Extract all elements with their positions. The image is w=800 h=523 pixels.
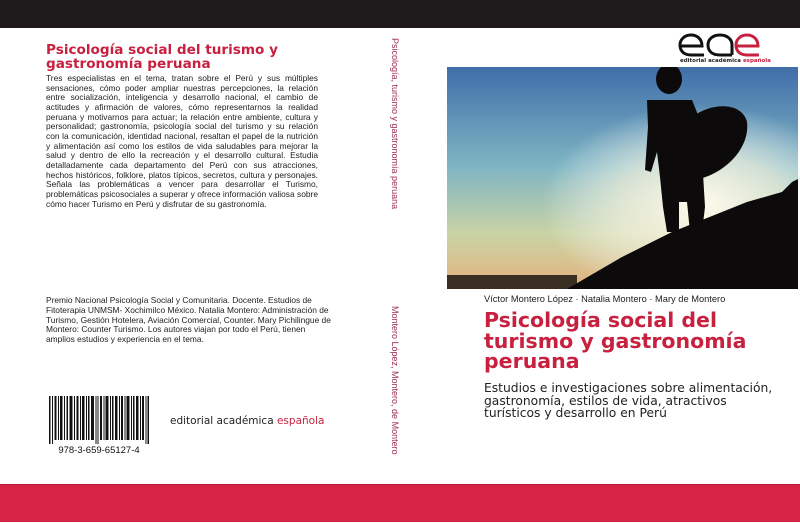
back-cover-blurb: Tres especialistas en el tema, tratan sobre el Perú y sus múltiples sensaciones, cómo poder ampliar nuestras percepciones, la relación entre socialización, inteligencia y desarrollo nacional, el cambio de actitudes y afirmación de valores, cómo representarnos la realidad peruana y motivarnos para actuar; la relación entre ambiente, cultura y personalidad; gastronomía, psicología social del turismo y su relación con la comunicación, identidad nacional, resaltan el papel de la nutrición y alimentación así como los estilos de vida saludables para mejorar la salud y dentro de ello la recreación y el desarrollo cultural. Estudia detalladamente cada departamento del Perú con sus atracciones, hechos históricos, folklore, platos típicos, secretos, cultura y personajes. Señala las problemáticas a vencer para desarrollar el Turismo, problemáticas psicosociales a superar y ofrece información valiosa sobre cómo hacer Turismo en Perú y disfrutar de su gastronomía. — [46, 73, 318, 209]
publisher-accent: española — [276, 415, 325, 427]
publisher-name-back — [170, 415, 324, 427]
logo-text-main: editorial académica — [680, 58, 743, 64]
front-cover-subtitle: Estudios e investigaciones sobre alimentación, gastronomía, estilos de vida, atractivos turísticos y desarrollo en Perú — [484, 381, 773, 420]
isbn-number: 978-3-659-65127-4 — [58, 445, 140, 456]
author-bio: Premio Nacional Psicología Social y Comunitaria. Docente. Estudios de Fitoterapia UNMSM- Xochimilco México. Natalia Montero: Administración de Turismo, Gestión Hotelera, Aviación Comercial, Counter. Mary Pichilingue de Montero: Counter Turismo. Los autores viajan por todo el Perú, tienen amplios estudios y experiencia en el tema. — [46, 295, 331, 345]
bottom-band — [0, 484, 800, 522]
logo-text-accent: española — [742, 58, 771, 64]
spine-authors: Montero López, Montero, de Montero — [390, 306, 400, 455]
publisher-main: editorial académica — [170, 415, 277, 427]
front-cover-title: Psicología social del turismo y gastronomía peruana — [484, 308, 747, 373]
authors-line: Víctor Montero López · Natalia Montero · Mary de Montero — [484, 294, 726, 304]
logo-text — [680, 58, 771, 64]
top-band — [0, 0, 800, 28]
cover-photo — [447, 67, 798, 289]
spine-title: Psicología, turismo y gastronomía peruana — [390, 38, 400, 210]
back-cover-title: Psicología social del turismo y gastronomía peruana — [46, 42, 278, 72]
